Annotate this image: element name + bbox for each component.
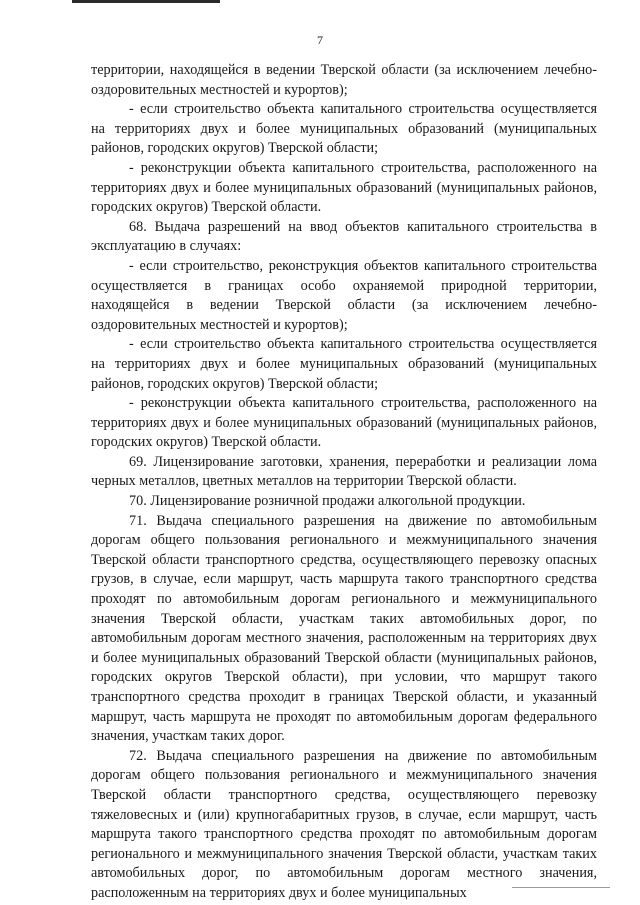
paragraph-continuation: территории, находящейся в ведении Тверской области (за исключением лечебно-оздоровительных местностей и курортов); bbox=[91, 62, 597, 98]
scan-edge-mark bbox=[72, 0, 220, 3]
paragraph-bullet: - если строительство объекта капитального строительства осуществляется на территориях двух и более муниципальных образований (муниципальных районов, городских округов) Тверской области; bbox=[91, 336, 597, 392]
paragraph-item-70: 70. Лицензирование розничной продажи алкогольной продукции. bbox=[129, 493, 526, 510]
page-number: 7 bbox=[317, 33, 323, 47]
scan-edge-mark bbox=[512, 887, 610, 888]
paragraph-bullet: - если строительство объекта капитального строительства осуществляется на территориях двух и более муниципальных образований (муниципальных районов, городских округов) Тверской области; bbox=[91, 101, 597, 157]
paragraph-item-68: 68. Выдача разрешений на ввод объектов капитального строительства в эксплуатацию в случаях: bbox=[91, 218, 597, 255]
paragraph-item-72: 72. Выдача специального разрешения на движение по автомобильным дорогам общего пользования регионального и межмуниципального значения Тверской области транспортного средства, осуществляющего перевозку тяжеловесных и (или) крупногабаритных грузов, в случае, если маршрут, часть маршрута такого транспортного средства проходят по автомобильным дорогам регионального и межмуниципального значения Тверской области, участкам таких автомобильных дорог, по автомобильным дорогам местного значения, расположенным на территориях двух и более муниципальных bbox=[91, 747, 597, 901]
paragraph-item-69: 69. Лицензирование заготовки, хранения, переработки и реализации лома черных металлов, цветных металлов на территории Тверской области. bbox=[91, 453, 597, 490]
paragraph-item-71: 71. Выдача специального разрешения на движение по автомобильным дорогам общего пользования регионального и межмуниципального значения Тверской области транспортного средства, осуществляющего перевозку опасных грузов, в случае, если маршрут, часть маршрута такого транспортного средства проходят по автомобильным дорогам регионального и межмуниципального значения Тверской области, участкам таких автомобильных дорог, по автомобильным дорогам местного значения, расположенным на территориях двух и более муниципальных образований Тверской области (муниципальных районов, городских округов Тверской области), при условии, что маршрут такого транспортного средства проходит в границах Тверской области, и указанный маршрут, часть маршрута не проходят по автомобильным дорогам федерального значения, участкам таких дорог. bbox=[91, 512, 597, 745]
paragraph-bullet: - если строительство, реконструкция объектов капитального строительства осуществляется в границах особо охраняемой природной территории, находящейся в ведении Тверской области (за исключением лечебно-оздоровительных местностей и курортов); bbox=[91, 257, 597, 333]
paragraph-bullet: - реконструкции объекта капитального строительства, расположенного на территориях двух и более муниципальных образований (муниципальных районов, городских округов) Тверской области. bbox=[91, 159, 597, 216]
paragraph-bullet: - реконструкции объекта капитального строительства, расположенного на территориях двух и более муниципальных образований (муниципальных районов, городских округов) Тверской области. bbox=[91, 395, 597, 451]
document-body bbox=[91, 61, 597, 904]
